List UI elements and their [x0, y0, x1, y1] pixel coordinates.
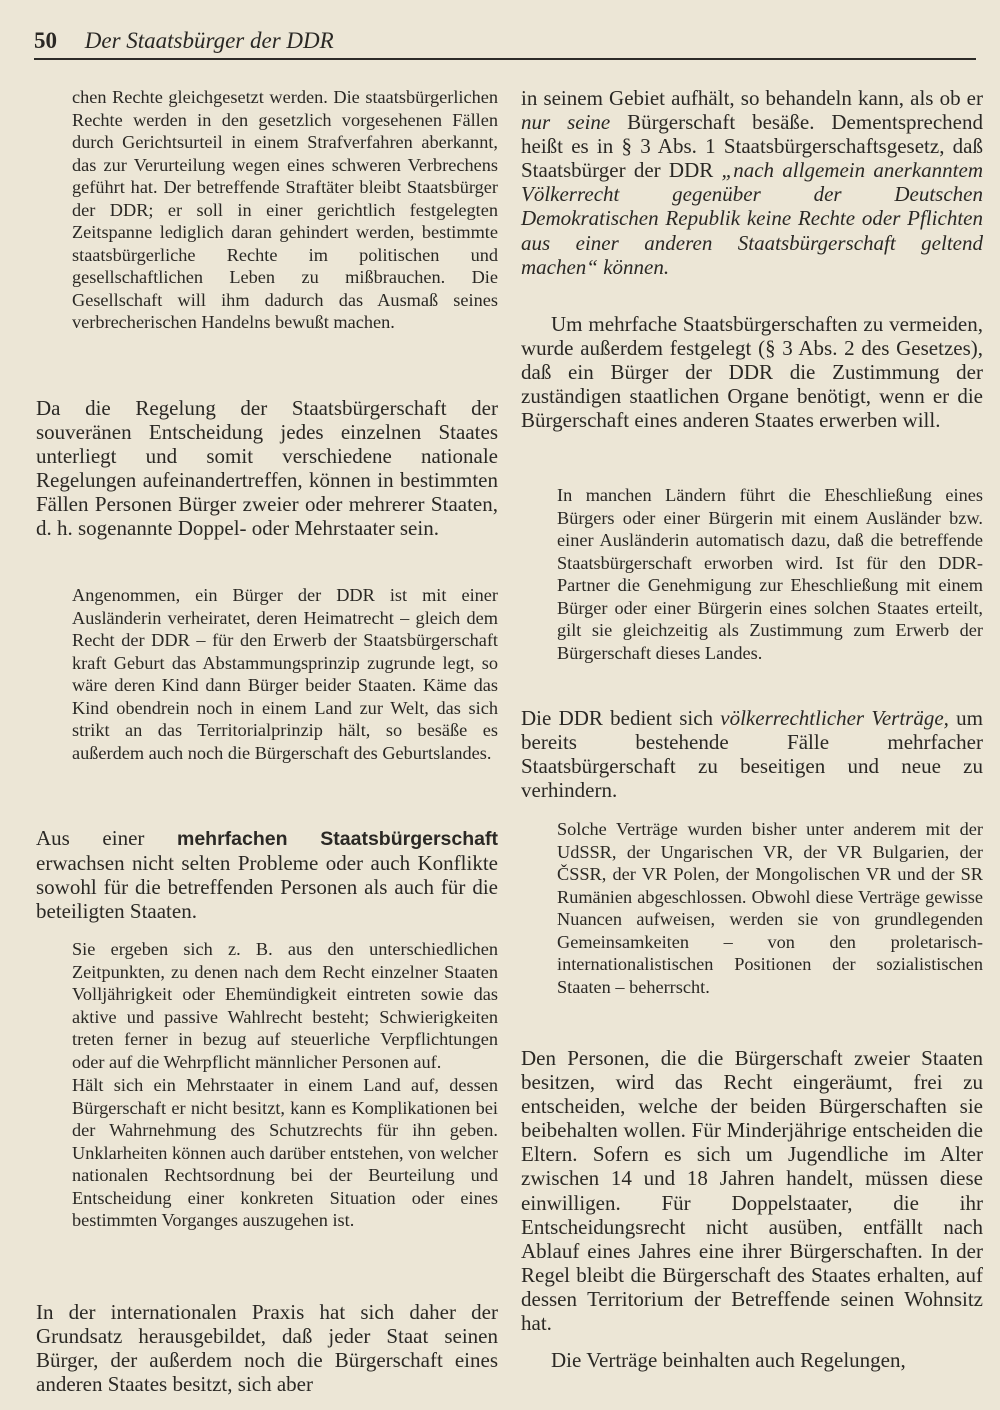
- paragraph: Da die Regelung der Staatsbürgerschaft der souveränen Entscheidung jedes einzelnen Staates unterliegt und somit verschiedene nationale Regelungen aufeinandertreffen, können in bestimmten Fällen Personen Bürger zweier oder mehrerer Staaten, d. h. sogenannte Doppel- oder Mehrstaater sein.: [36, 396, 498, 541]
- paragraph: [521, 86, 983, 279]
- italic-run: nur seine: [521, 110, 611, 135]
- text-run: erwachsen nicht selten Probleme oder auch Konflikte sowohl für die betreffenden Personen als auch für die beteiligten Staaten.: [36, 851, 498, 924]
- text-run: Aus einer: [36, 826, 177, 850]
- paragraph: [521, 706, 983, 802]
- bold-term: mehrfachen Staatsbürgerschaft: [176, 828, 498, 850]
- paragraph: Den Personen, die die Bürgerschaft zweier Staaten besitzen, wird das Recht eingeräumt, frei zu entscheiden, welche der beiden Bürgerschaften sie beibehalten wollen. Für Minderjährige entscheiden die Eltern. Sofern es sich um Jugendliche im Alter zwischen 14 und 18 Jahren handelt, müssen diese einwilligen. Für Doppelstaater, die ihr Entscheidungsrecht nicht ausüben, entfällt nach Ablauf eines Jahres eine ihrer Bürgerschaften. In der Regel bleibt die Bürgerschaft des Staates erhalten, auf dessen Territorium der Betreffende seinen Wohnsitz hat.: [521, 1046, 983, 1336]
- paragraph: Um mehrfache Staatsbürgerschaften zu vermeiden, wurde außerdem festgelegt (§ 3 Abs. 2 des Gesetzes), daß ein Bürger der DDR die Zustimmung der zuständigen staatlichen Organe benötigt, wenn er die Bürgerschaft eines anderen Staates erwerben will.: [521, 312, 983, 433]
- paragraph-small: Hält sich ein Mehrstaater in einem Land auf, dessen Bürgerschaft er nicht besitzt, kann es Komplikationen bei der Wahrnehmung des Schutzrechts für ihn geben. Unklarheiten können auch darüber entstehen, von welcher nationalen Rechtsordnung bei der Beurteilung und Entscheidung einer konkreten Situation oder eines bestimmten Vorganges auszugehen ist.: [72, 1075, 498, 1230]
- italic-quote: „nach allgemein anerkanntem Völkerrecht gegenüber der Deutschen Demokratischen Republik keine Rechte oder Pflichten aus einer anderen Staatsbürgerschaft geltend machen“ können.: [521, 158, 983, 279]
- paragraph-small: chen Rechte gleichgesetzt werden. Die staatsbürgerlichen Rechte werden in den gesetzlich vorgesehenen Fällen durch Gerichtsurteil in einem Strafverfahren aberkannt, das zur Verurteilung wegen eines schweren Verbrechens geführt hat. Der betreffende Straftäter bleibt Staatsbürger der DDR; er soll in einer gerichtlich festgelegten Zeitspanne lediglich daran gehindert werden, bestimmte staatsbürgerliche Rechte im politischen und gesellschaftlichen Leben zu mißbrauchen. Die Gesellschaft will ihm dadurch das Ausmaß seines verbrecherischen Handelns bewußt machen.: [72, 87, 498, 332]
- paragraph-small: In manchen Ländern führt die Eheschließung eines Bürgers oder einer Bürgerin mit einem Ausländer bzw. einer Ausländerin automatisch dazu, daß die betreffende Staatsbürgerschaft erworben wird. Ist für den DDR-Partner die Genehmigung zur Eheschließung mit einem Bürger oder einer Bürgerin eines solchen Staates erteilt, gilt sie gleichzeitig als Zustimmung zum Erwerb der Bürgerschaft dieses Landes.: [557, 485, 983, 663]
- text-run: um bereits bestehende Fälle mehrfacher Staatsbürgerschaft zu beseitigen und neue zu verhindern.: [521, 706, 983, 803]
- paragraph: In der internationalen Praxis hat sich daher der Grundsatz herausgebildet, daß jeder Staat seinen Bürger, der außerdem noch die Bürgerschaft eines anderen Staates besitzt, sich aber: [36, 1300, 498, 1397]
- text-run: Die DDR bedient sich: [521, 706, 721, 730]
- paragraph-small: Solche Verträge wurden bisher unter anderem mit der UdSSR, der Ungarischen VR, der VR Bulgarien, der ČSSR, der VR Polen, der Mongolischen VR und der SR Rumänien abgeschlossen. Obwohl diese Verträge gewisse Nuancen aufweisen, werden sie von grundlegenden Gemeinsamkeiten – von den proletarisch-internationalistischen Positionen der sozialistischen Staaten – beherrscht.: [557, 819, 983, 997]
- page-number: 50: [34, 28, 57, 53]
- paragraph-small: Sie ergeben sich z. B. aus den unterschiedlichen Zeitpunkten, zu denen nach dem Recht einzelner Staaten Volljährigkeit oder Ehemündigkeit eintreten sowie das aktive und passive Wahlrecht besteht; Schwierigkeiten treten ferner in bezug auf steuerliche Verpflichtungen oder auf die Wehrpflicht männlicher Personen auf.: [72, 939, 498, 1072]
- text-run: Bürgerschaft besäße. Dementsprechend heißt es in § 3 Abs. 1 Staatsbürgerschaftsgesetz, daß Staatsbürger der DDR: [521, 110, 983, 183]
- header-rule: [34, 58, 976, 60]
- italic-run: völkerrechtlicher Verträge,: [720, 706, 949, 730]
- paragraph: Die Verträge beinhalten auch Regelungen,: [551, 1348, 906, 1372]
- text-run: in seinem Gebiet aufhält, so behandeln kann, als ob er: [521, 86, 983, 110]
- page-header: [34, 26, 974, 56]
- paragraph: [36, 826, 498, 923]
- running-title: Der Staatsbürger der DDR: [84, 28, 334, 53]
- paragraph-small: Angenommen, ein Bürger der DDR ist mit einer Ausländerin verheiratet, deren Heimatrecht – gleich dem Recht der DDR – für den Erwerb der Staatsbürgerschaft kraft Geburt das Abstammungsprinzip zugrunde legt, so wäre deren Kind dann Bürger beider Staaten. Käme das Kind obendrein noch in einem Land zur Welt, das sich strikt an das Territorialprinzip hält, so besäße es außerdem auch noch die Bürgerschaft des Geburtslandes.: [72, 585, 498, 763]
